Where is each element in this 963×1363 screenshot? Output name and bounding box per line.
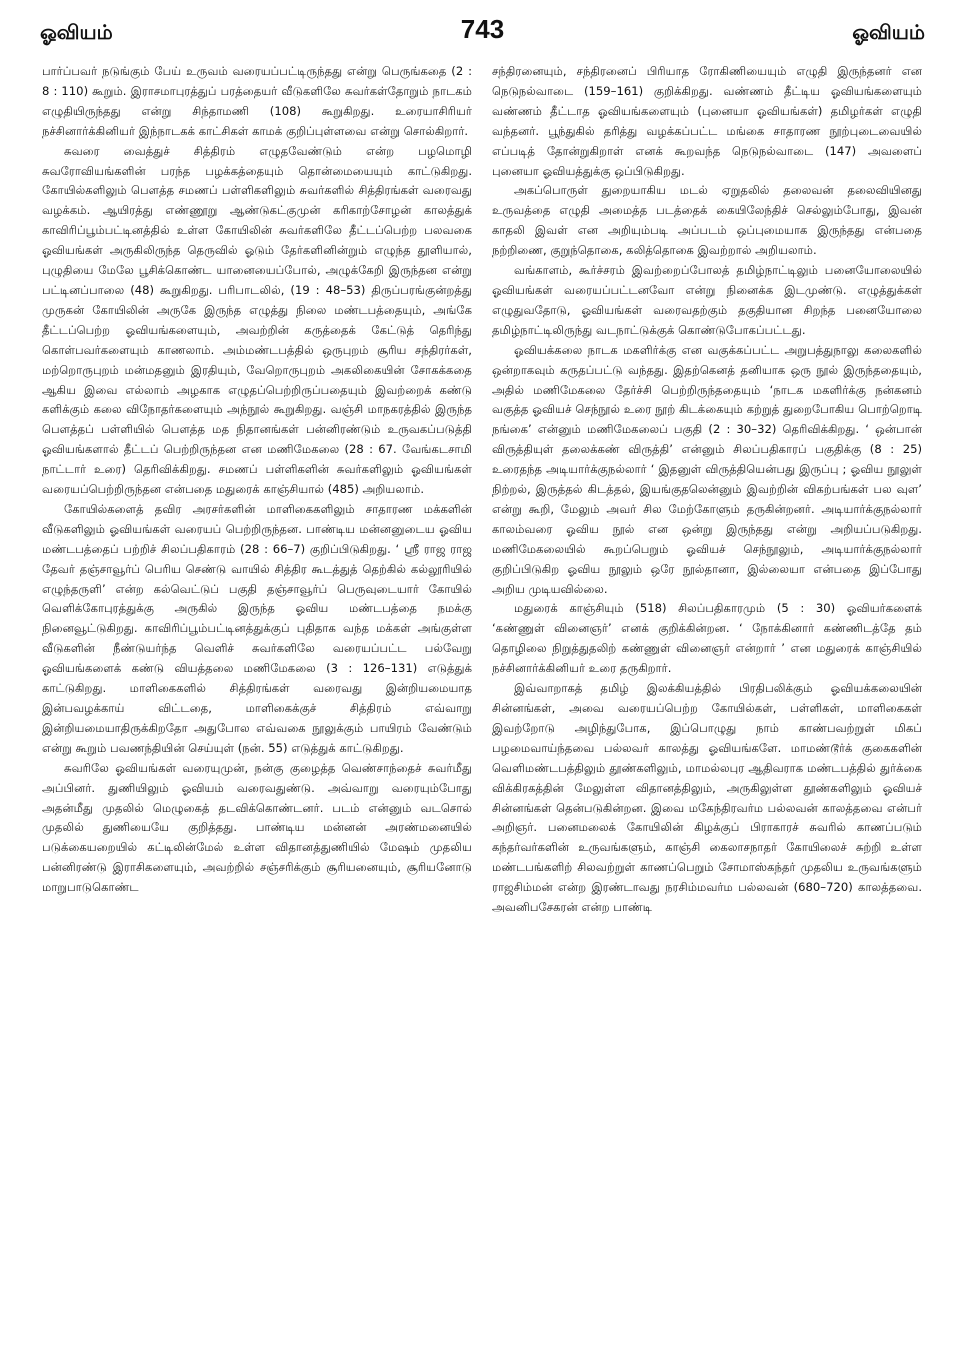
paragraph: சந்திரனையும், சந்திரனைப் பிரியாத ரோகிணியையும் எழுதி இருந்தனர் என நெடுநல்வாடை (159–161) குறிக்கிறது. வண்ணம் தீட்டிய ஓவியங்களையும் வண்ணம் தீட்டாத ஓவியங்களையும் (புனையா ஓவியங்கள்) தமிழர்கள் எழுதி வந்தனர். பூந்துகில் தரித்து வழக்கப்பட்ட மங்கை சாதாரண நூற்புடைவையில் எப்படித் தோன்றுகிறாள் எனக் கூறவந்த நெடுநல்வாடை (147) அவளைப் புனையா ஓவியத்துக்கு ஒப்பிடுகிறது. bbox=[492, 64, 922, 178]
paragraph: அகப்பொருள் துறையாகிய மடல் ஏறுதலில் தலைவன் தலைவியினது உருவத்தை எழுதி அமைத்த படத்தைக் கையிலேந்திச் செல்லும்போது, இவன் காதலி இவள் என அறியும்படி அப்படம் ஒப்புமையாக இருந்தது என்பதை நற்றிணை, குறுந்தொகை, கலித்தொகை இவற்றால் அறியலாம். bbox=[492, 183, 922, 258]
left-column bbox=[42, 62, 472, 898]
paragraph: ஓவியக்கலை நாடக மகளிர்க்கு என வகுக்கப்பட்ட அறுபத்துநாலு கலைகளில் ஒன்றாகவும் கருதப்பட்டு வந்தது. இதற்கெனத் தனியாக ஒரு நூல் இருந்ததையும், அதில் மணிமேகலை தேர்ச்சி பெற்றிருந்ததையும் ‘நாடக மகளிர்க்கு நன்கனம் வகுத்த ஓவியச் செந்நூல் உரை நூற் கிடக்கையும் கற்றுத் துறைபோகிய பொற்றொடி நங்கை’ என்னும் மணிமேகலைப் பகுதி (2 : 30–32) தெரிவிக்கிறது. ‘ ஒன்பான் விருத்தியுள் தலைக்கண் விருத்தி’ என்னும் சிலப்பதிகாரப் பகுதிக்கு (8 : 25) உரைதந்த அடியார்க்குநல்லார் ‘ இதனுள் விருத்தியென்பது இருப்பு ; ஓவிய நூலுள் நிற்றல், இருத்தல் கிடத்தல், இயங்குதலென்னும் இவற்றின் விகற்பங்கள் பல வுள’ என்று கூறி, மேலும் அவர் சில மேற்கோளும் தருகின்றனர். அடியார்க்குநல்லார் காலம்வரை ஓவிய நூல் என ஒன்று இருந்தது என்று அறியப்படுகிறது. மணிமேகலையில் கூறப்பெறும் ஓவியச் செந்நூலும், அடியார்க்குநல்லார் குறிப்பிடுகிற ஓவிய நூலும் ஒரே நூல்தானா, இல்லையா என்பதை இப்போது அறிய முடியவில்லை. bbox=[492, 342, 922, 596]
paragraph: சுவரிலே ஓவியங்கள் வரையுமுன், நன்கு குழைத்த வெண்சாந்தைச் சுவர்மீது அப்பினர். துணியிலும் ஓவியம் வரைவதுண்டு. அவ்வாறு வரையும்போது அதன்மீது முதலில் மெழுகைத் தடவிக்கொண்டனர். படம் என்னும் வடசொல் முதலில் துணியையே குறித்தது. பாண்டிய மன்னன் அரண்மனையில் படுக்கையறையில் கட்டிலின்மேல் உள்ள விதானத்துணியில் மேஷம் முதலிய பன்னிரண்டு இராசிகளையும், அவற்றில் சஞ்சரிக்கும் சூரியனையும், சூரியனோடு மாறுபாடுகொண்ட bbox=[42, 760, 472, 895]
paragraph: பார்ப்பவர் நடுங்கும் பேய் உருவம் வரையப்பட்டிருந்தது என்று பெருங்கதை (2 : 8 : 110) கூறும். இராசமாபுரத்துப் பரத்தையர் வீடுகளிலே சுவர்கள்தோறும் நாடகம் எழுதியிருந்தது என்று சிந்தாமணி (108) கூறுகிறது. உரையாசிரியர் நச்சினார்க்கினியர் இந்நாடகக் காட்சிகள் காமக் குறிப்புள்ளவை என்று சொல்கிறார். bbox=[42, 64, 472, 138]
running-head-right: ஓவியம் bbox=[852, 20, 925, 44]
right-column bbox=[492, 62, 922, 918]
running-head-left: ஓவியம் bbox=[40, 20, 113, 44]
paragraph: சுவரை வைத்துச் சித்திரம் எழுதவேண்டும் என்ற பழமொழி சுவரோவியங்களின் பரந்த பழக்கத்தையும் தொன்மையையும் காட்டுகிறது. கோயில்களிலும் பௌத்த சமணப் பள்ளிகளிலும் சுவர்களில் சித்திரங்கள் வரைவது வழக்கம். ஆயிரத்து எண்ணூறு ஆண்டுகட்குமுன் கரிகாற்சோழன் காலத்துக் காவிரிப்பூம்பட்டினத்தில் உள்ள கோயிலின் சுவர்களிலே தீட்டப்பெற்ற பலவகை ஓவியங்கள் அருகிலிருந்த தெருவில் ஓடும் தேர்களினின்றும் எழுந்த தூளியால், புழுதியை மேலே பூசிக்கொண்ட யானையைப்போல், அழுக்கேறி இருந்தன என்று பட்டினப்பாலை (48) கூறுகிறது. பரிபாடலில், (19 : 48–53) திருப்பரங்குன்றத்து முருகன் கோயிலின் அருகே இருந்த எழுத்து நிலை மண்டபத்தையும், அங்கே தீட்டப்பெற்ற ஓவியங்களையும், அவற்றின் கருத்தைக் கேட்டுத் தெரிந்து கொள்பவர்களையும் காணலாம். அம்மண்டபத்தில் ஒருபுறம் சூரிய சந்திரர்கள், மற்றொருபுறம் மன்மதனும் இரதியும், வேறொருபுறம் அகலிகையின் சோகக்கதை ஆகிய இவை எல்லாம் அழகாக எழுதப்பெற்றிருப்பதையும் இவற்றைக் கண்டு களிக்கும் கலை விநோதர்களையும் அந்நூல் கூறுகிறது. வஞ்சி மாநகரத்தில் இருந்த பௌத்தப் பள்ளியில் பௌத்த மத நிதானங்கள் பன்னிரண்டும் உருவகப்படுத்தி ஓவியங்களால் தீட்டப் பெற்றிருந்தன என மணிமேகலை (28 : 67. வேங்கடசாமி நாட்டார் உரை) தெரிவிக்கிறது. சமணப் பள்ளிகளின் சுவர்களிலும் ஓவியங்கள் வரையப்பெற்றிருந்தன என்பதை மதுரைக் காஞ்சியால் (485) அறியலாம். bbox=[42, 143, 472, 497]
page-number: 743 bbox=[460, 14, 505, 44]
paragraph: கோயில்களைத் தவிர அரசர்களின் மாளிகைகளிலும் சாதாரண மக்களின் வீடுகளிலும் ஓவியங்கள் வரையப் பெற்றிருந்தன. பாண்டிய மன்னனுடைய ஓவிய மண்டபத்தைப் பற்றிச் சிலப்பதிகாரம் (28 : 66–7) குறிப்பிடுகிறது. ‘ ஸ்ரீ ராஜ ராஜ தேவர் தஞ்சாவூர்ப் பெரிய செண்டு வாயில் சித்திர கூடத்துத் தெற்கில் கல்லூரியில் எழுந்தருளி’ என்ற கல்வெட்டுப் பகுதி தஞ்சாவூர்ப் பெருவுடையார் கோயில் வெளிக்கோபுரத்துக்கு அருகில் இருந்த ஓவிய மண்டபத்தை நமக்கு நினைவூட்டுகிறது. காவிரிப்பூம்பட்டினத்துக்குப் புதிதாக வந்த மக்கள் அங்குள்ள வீடுகளின் நீண்டுயர்ந்த வெளிச் சுவர்களிலே வரையப்பட்ட பல்வேறு ஓவியங்களைக் கண்டு வியத்தலை மணிமேகலை (3 : 126–131) எடுத்துக் காட்டுகிறது. மாளிகைகளில் சித்திரங்கள் வரைவது இன்றியமையாத இன்பவழக்காய் விட்டதை, மாளிகைக்குச் சித்திரம் எவ்வாறு இன்றியமையாதிருக்கிறதோ அதுபோல எவ்வகை நூலுக்கும் பாயிரம் வேண்டும் என்று கூறும் பவணந்தியின் செய்யுள் (நன். 55) எடுத்துக் காட்டுகிறது. bbox=[42, 501, 472, 755]
page-header bbox=[40, 14, 925, 50]
paragraph: இவ்வாறாகத் தமிழ் இலக்கியத்தில் பிரதிபலிக்கும் ஓவியக்கலையின் சின்னங்கள், அவை வரையப்பெற்ற கோயில்கள், பள்ளிகள், மாளிகைகள் இவற்றோடு அழிந்துபோக, இப்பொழுது நாம் காண்பவற்றுள் மிகப் பழமைவாய்ந்தவை பல்லவர் காலத்து ஓவியங்களே. மாமண்டூர்க் குகைகளின் வெளிமண்டபத்திலும் தூண்களிலும், மாமல்லபுர ஆதிவராக மண்டபத்தில் துர்க்கை விக்கிரகத்தின் மேலுள்ள விதானத்திலும், அருகிலுள்ள தூண்களிலும் ஓவியச் சின்னங்கள் தென்படுகின்றன. இவை மகேந்திரவர்ம பல்லவன் காலத்தவை என்பர் அறிஞர். பனைமலைக் கோயிலின் கிழக்குப் பிராகாரச் சுவரில் காணப்படும் கந்தர்வர்களின் உருவங்களும், காஞ்சி கைலாசநாதர் கோயிலைச் சுற்றி உள்ள மண்டபங்களிற் சிலவற்றுள் காணப்பெறும் சோமாஸ்கந்தர் முதலிய உருவங்களும் ராஜசிம்மன் என்ற இரண்டாவது நரசிம்மவர்ம பல்லவன் (680–720) காலத்தவை. அவனிபசேகரன் என்ற பாண்டி bbox=[492, 681, 922, 915]
paragraph: வங்காளம், கூர்ச்சரம் இவற்றைப்போலத் தமிழ்நாட்டிலும் பனையோலையில் ஓவியங்கள் வரையப்பட்டனவோ என்று நினைக்க இடமுண்டு. எழுத்துக்கள் எழுதுவதோடு, ஓவியங்கள் வரைவதற்கும் தகுதியான சிறந்த பனையோலை தமிழ்நாட்டிலிருந்து வடநாட்டுக்குக் கொண்டுபோகப்பட்டது. bbox=[492, 263, 922, 337]
paragraph: மதுரைக் காஞ்சியும் (518) சிலப்பதிகாரமும் (5 : 30) ஓவியர்களைக் ‘கண்ணுள் வினைஞர்’ எனக் குறிக்கின்றன. ‘ நோக்கினார் கண்ணிடத்தே தம் தொழிலை நிறுத்துதலிற் கண்ணுள் வினைஞர் என்றார் ’ என மதுரைக் காஞ்சியில் நச்சினார்க்கினியர் உரை தருகிறார். bbox=[492, 601, 922, 676]
